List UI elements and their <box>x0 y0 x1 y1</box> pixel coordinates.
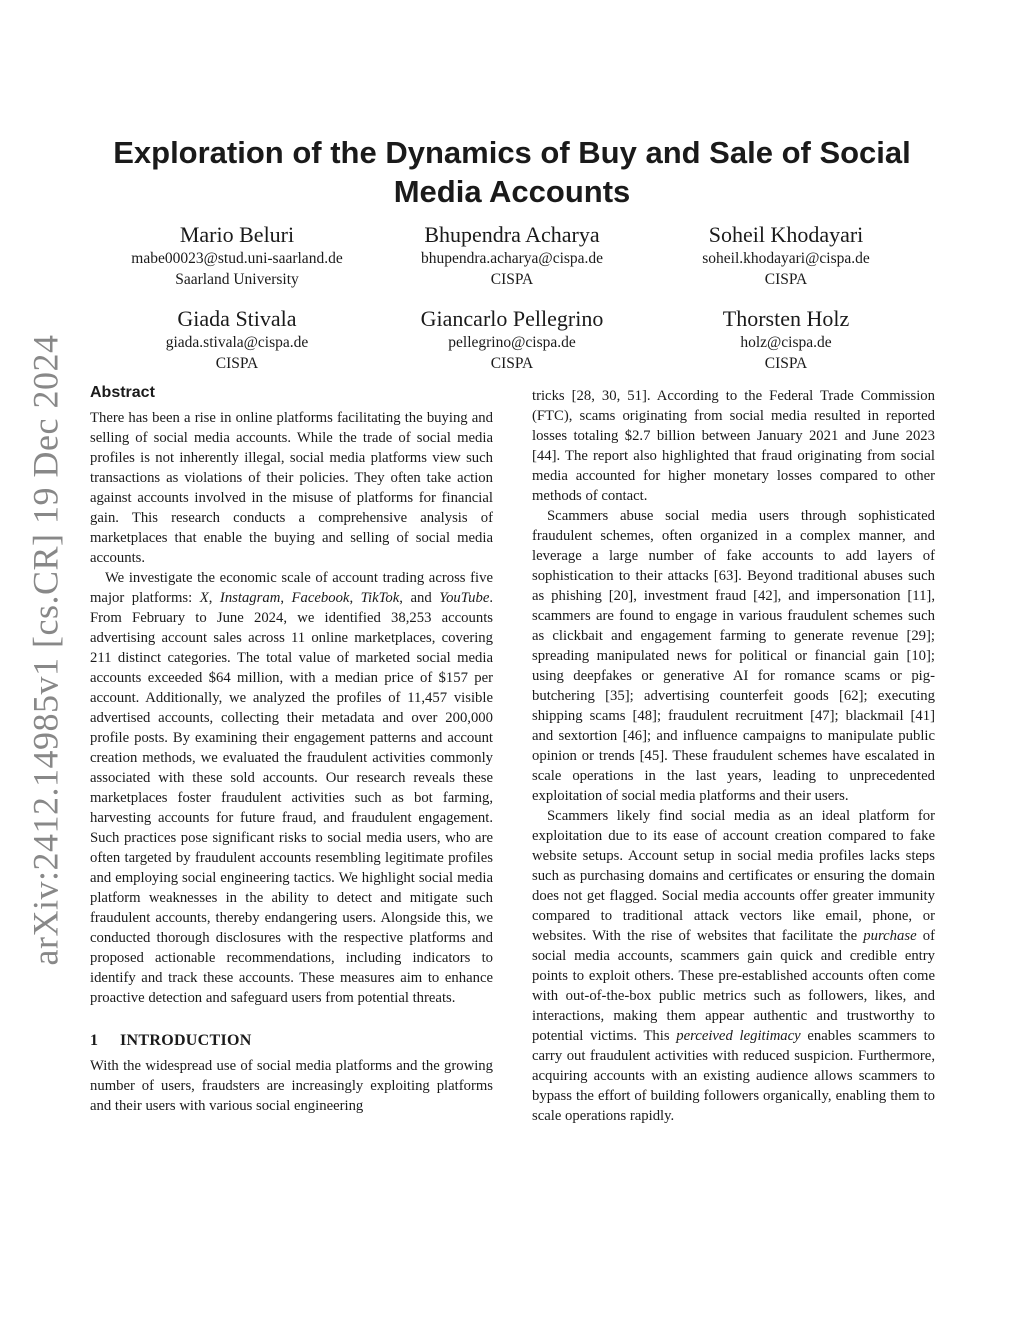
author-name: Giada Stivala <box>177 306 297 331</box>
intro-paragraph: tricks [28, 30, 51]. According to the Federal Trade Commission (FTC), scams originating from social media resulted in reported losses totaling $2.7 billion between January 2021 and June 2023 [44]. The report also highlighted that fraud originating from social media accounted for higher monetary losses compared to other methods of contact. <box>532 388 935 504</box>
author-block <box>362 222 662 290</box>
author-affiliation: CISPA <box>764 355 808 372</box>
paper-title: Exploration of the Dynamics of Buy and Sale of Social Media Accounts <box>113 135 911 209</box>
author-affiliation: CISPA <box>764 271 808 288</box>
author-affiliation: CISPA <box>490 355 534 372</box>
left-column <box>90 382 493 1116</box>
author-affiliation: CISPA <box>215 355 259 372</box>
author-affiliation: CISPA <box>490 271 534 288</box>
author-block <box>636 222 936 290</box>
abstract-paragraph: There has been a rise in online platforms facilitating the buying and selling of social media accounts. While the trade of social media profiles is not inherently illegal, social media platforms view such transactions as violations of their policies. They often take action against accounts involved in the misuse of platforms for financial gain. This research conducts a comprehensive analysis of marketplaces that enable the buying and selling of social media accounts. <box>90 410 493 566</box>
intro-paragraph: With the widespread use of social media platforms and the growing number of users, fraudsters are increasingly exploiting platforms and their users with various social engineering <box>90 1058 493 1114</box>
abstract-heading: Abstract <box>90 384 155 401</box>
author-name: Mario Beluri <box>179 222 295 247</box>
author-name: Soheil Khodayari <box>708 222 864 247</box>
author-block <box>87 306 387 374</box>
author-name: Bhupendra Acharya <box>424 222 600 247</box>
author-block <box>87 222 387 290</box>
author-email: holz@cispa.de <box>740 334 832 351</box>
author-email: mabe00023@stud.uni-saarland.de <box>131 250 343 267</box>
abstract-paragraph: We investigate the economic scale of account trading across five major platforms: X, Instagram, Facebook, TikTok, and YouTube. From February to June 2024, we identified 38,253 accounts advertising account sales across 11 online marketplaces, covering 211 distinct categories. The total value of marketed social media accounts exceeded $64 million, with a median price of $157 per account. Additionally, we analyzed the profiles of 11,457 visible advertised accounts, collecting their metadata and over 200,000 profile posts. By examining their engagement patterns and account creation methods, we evaluated the fraudulent activities commonly associated with these sold accounts. Our research reveals these marketplaces foster fraudulent activities such as bot farming, harvesting accounts for future fraud, and fraudulent engagement. Such practices pose significant risks to social media users, who are often targeted by fraudulent accounts resembling legitimate profiles and employing social engineering tactics. We highlight social media platform weaknesses in the ability to detect and mitigate such fraudulent accounts, thereby endangering users. Alongside this, we conducted thorough disclosures with the respective platforms and proposed actionable recommendations, including indicators to identify and track these accounts. These measures aim to enhance proactive detection and safeguard users from potential threats. <box>90 570 494 1006</box>
intro-paragraph: Scammers abuse social media users through sophisticated fraudulent schemes, often organized in a complex manner, and leverage a large number of fake accounts to add layers of sophistication to their attacks [63]. Beyond traditional abuses such as phishing [20], investment fraud [42], and impersonation [11], scammers are found to engage in various fraudulent schemes such as clickbait and engagement farming to generate revenue [29]; spreading manipulated news for political or financial gain [10]; using deepfakes or generative AI for romance scams or pig-butchering [35]; advertising counterfeit goods [62]; executing shipping scams [48]; fraudulent recruitment [47]; blackmail [41] and sextortion [46]; and influence campaigns to manipulate public opinion or trends [45]. These fraudulent schemes have escalated in scale operations in the last years, leading to unprecedented exploitation of social media platforms and their users. <box>532 508 935 804</box>
arxiv-identifier-stamp <box>20 334 70 966</box>
author-email: bhupendra.acharya@cispa.de <box>420 250 604 267</box>
author-email: giada.stivala@cispa.de <box>165 334 309 351</box>
author-block <box>636 306 936 374</box>
section-heading-introduction: 1 INTRODUCTION <box>90 1032 252 1049</box>
right-column <box>532 386 935 1126</box>
author-affiliation: Saarland University <box>175 271 299 288</box>
author-name: Giancarlo Pellegrino <box>420 306 604 331</box>
arxiv-identifier-text: arXiv:2412.14985v1 [cs.CR] 19 Dec 2024 <box>25 334 66 966</box>
author-name: Thorsten Holz <box>722 306 850 331</box>
author-email: soheil.khodayari@cispa.de <box>702 250 870 267</box>
author-email: pellegrino@cispa.de <box>448 334 576 351</box>
intro-paragraph: Scammers likely find social media as an ideal platform for exploitation due to its ease of account creation compared to fake website setups. Account setup in social media profiles lacks steps such as purchasing domains and certificates or ensuring the domain does not get flagged. Social media accounts offer greater immunity compared to traditional attack vectors like email, phone, or websites. With the rise of websites that facilitate the purchase of social media accounts, scammers gain quick and credible entry points to exploit others. These pre-established accounts often come with out-of-the-box public metrics such as followers, likes, and interactions, making them appear authentic and trustworthy to potential victims. This perceived legitimacy enables scammers to carry out fraudulent activities with reduced suspicion. Furthermore, acquiring accounts with an existing audience allows scammers to bypass the effort of building followers organically, enabling them to scale operations rapidly. <box>532 808 935 1124</box>
author-block <box>362 306 662 374</box>
